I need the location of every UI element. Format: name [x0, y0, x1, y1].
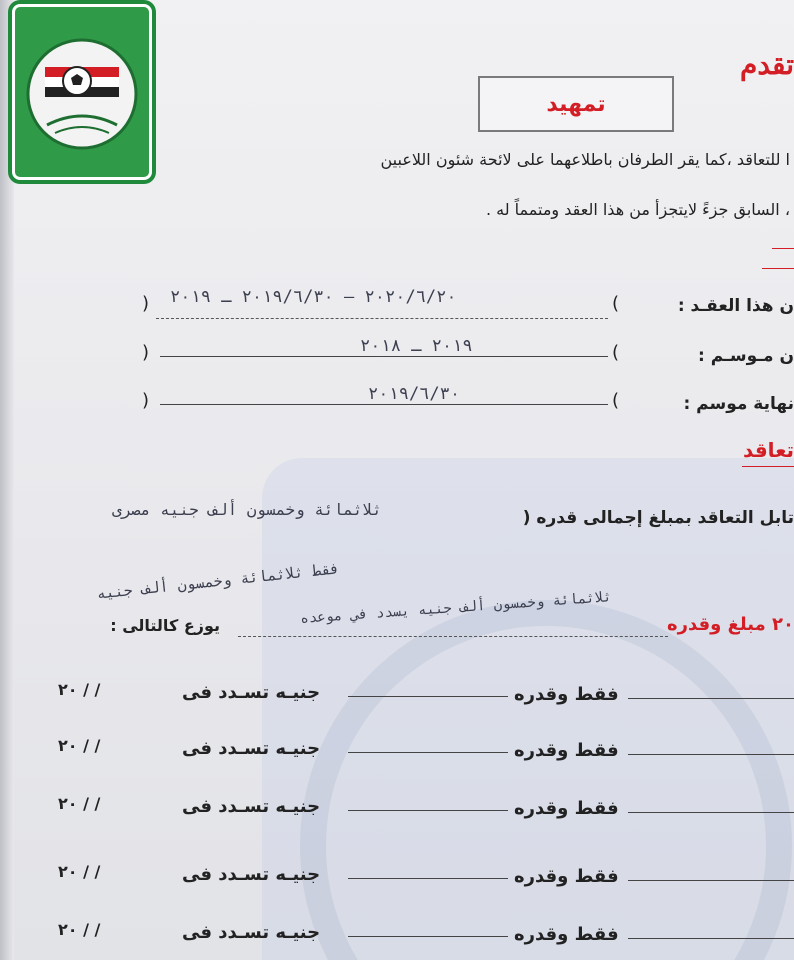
amount-fill-line — [348, 936, 508, 937]
paren-close: ) — [142, 293, 150, 314]
fill-line — [160, 356, 608, 357]
page-title: تقدم — [740, 48, 794, 81]
installment-date: ٢٠ / / — [58, 920, 101, 939]
installment-amount-label: فقط وقدره — [514, 798, 619, 819]
installment-date: ٢٠ / / — [58, 794, 101, 813]
fill-line — [238, 636, 668, 637]
installment-date: ٢٠ / / — [58, 736, 101, 755]
field-label-contract-period: ن هذا العقـد : — [677, 296, 794, 316]
amount-fill-line — [628, 880, 794, 881]
amount-fill-line — [348, 810, 508, 811]
preamble-title-box — [478, 76, 674, 132]
amount-fill-line — [628, 754, 794, 755]
federation-logo — [12, 4, 152, 180]
installment-currency-label: جنيـه تسـدد فى — [182, 796, 321, 817]
paren-open: ( — [612, 342, 620, 363]
field-label-season-end: نهاية موسم : — [683, 394, 794, 414]
installment-row — [0, 858, 794, 898]
section-title-contract: تعاقد — [743, 438, 794, 462]
section-marker-2 — [762, 268, 794, 269]
handwritten-contract-period: ٢٠٢٠/٦/٢٠ — ٢٠١٩/٦/٣٠ ـ ٢٠١٩ — [170, 287, 457, 307]
installment-currency-label: جنيـه تسـدد فى — [182, 922, 321, 943]
amount-fill-line — [628, 698, 794, 699]
amount-fill-line — [348, 696, 508, 697]
handwritten-total: ثلاثمائة وخمسون ألف جنيه مصرى — [112, 500, 382, 519]
installment-currency-label: جنيـه تسـدد فى — [182, 682, 321, 703]
handwritten-season-end: ٢٠١٩/٦/٣٠ — [368, 384, 461, 404]
handwritten-amount: ثلاثمائة وخمسون ألف جنيه يسدد في موعده — [299, 589, 613, 627]
installment-amount-label: فقط وقدره — [514, 924, 619, 945]
section-marker — [772, 248, 794, 249]
installment-amount-label: فقط وقدره — [514, 866, 619, 887]
installment-date: ٢٠ / / — [58, 862, 101, 881]
installment-amount-label: فقط وقدره — [514, 684, 619, 705]
installment-row — [0, 790, 794, 830]
field-label-season-start: ن مـوسـم : — [698, 346, 794, 366]
installment-row — [0, 916, 794, 956]
handwritten-season: ٢٠١٩ ـ ٢٠١٨ — [360, 336, 473, 356]
intro-line-2: ، السابق جزءً لايتجزأ من هذا العقد ومتمماً له . — [485, 200, 790, 219]
installment-date: ٢٠ / / — [58, 680, 101, 699]
paren-close: ) — [142, 390, 150, 411]
installment-amount-label: فقط وقدره — [514, 740, 619, 761]
installment-currency-label: جنيـه تسـدد فى — [182, 864, 321, 885]
paren-open: ( — [612, 390, 620, 411]
distribution-label: يوزع كالتالى : — [110, 616, 220, 635]
fill-line — [160, 404, 608, 405]
installment-row — [0, 676, 794, 716]
paren-open: ( — [612, 293, 620, 314]
amount-fill-line — [628, 938, 794, 939]
section-underline — [742, 466, 794, 467]
amount-fill-line — [348, 878, 508, 879]
installment-currency-label: جنيـه تسـدد فى — [182, 738, 321, 759]
preamble-title: تمهيد — [546, 91, 606, 117]
payment-intro-label: تابل التعاقد بمبلغ إجمالى قدره ( — [522, 508, 794, 528]
amount-fill-line — [628, 812, 794, 813]
amount-label: ٢٠ مبلغ وقدره — [666, 614, 794, 635]
paren-close: ) — [142, 342, 150, 363]
fill-line — [156, 318, 608, 319]
installment-row — [0, 732, 794, 772]
amount-fill-line — [348, 752, 508, 753]
handwritten-note: فقط ثلاثمائة وخمسون ألف جنيه — [95, 559, 341, 603]
intro-line-1: ا للتعاقد ،كما يقر الطرفان باطلاعهما على لائحة شئون اللاعبين — [380, 150, 790, 169]
